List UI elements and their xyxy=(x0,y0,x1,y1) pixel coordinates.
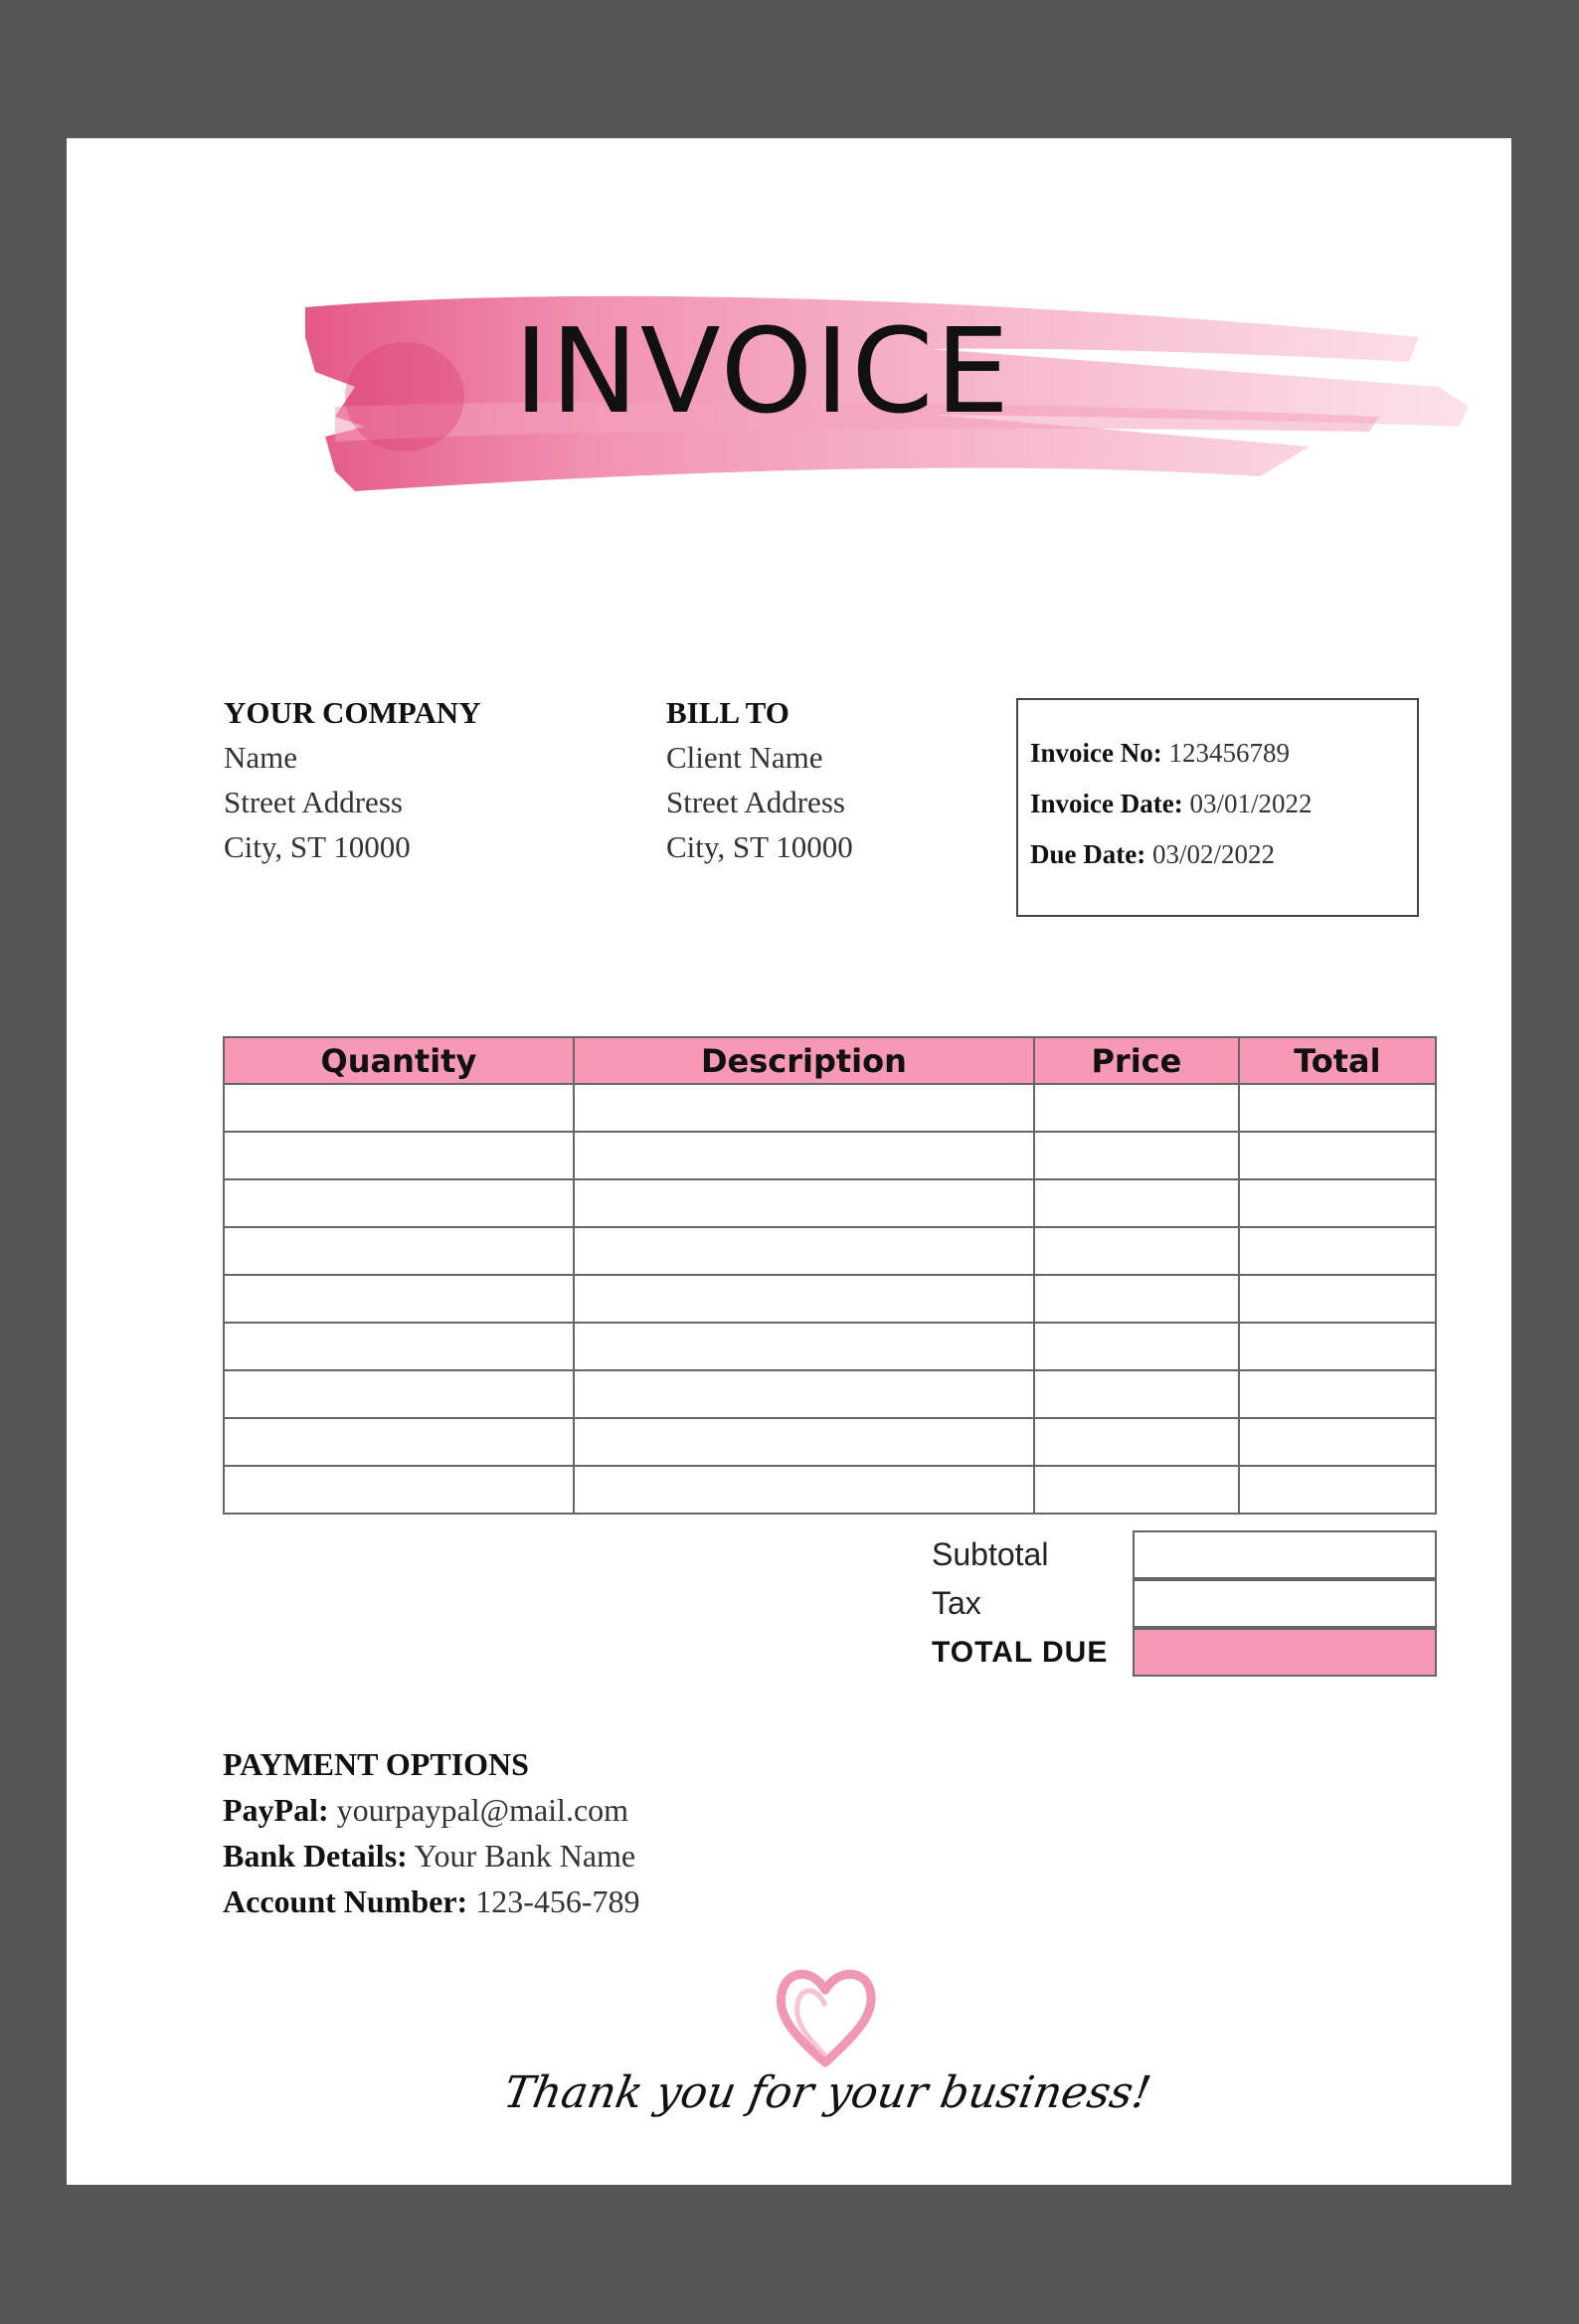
price-cell[interactable] xyxy=(1034,1418,1239,1466)
invoice-date xyxy=(1030,779,1405,829)
account-label: Account Number: xyxy=(223,1883,468,1919)
total-due-row xyxy=(932,1628,1437,1677)
client-name: Client Name xyxy=(666,740,823,775)
price-cell[interactable] xyxy=(1034,1227,1239,1275)
description-cell[interactable] xyxy=(574,1323,1034,1370)
table-header-row xyxy=(224,1037,1436,1084)
due-date-label: Due Date: xyxy=(1030,839,1146,869)
quantity-cell[interactable] xyxy=(224,1323,574,1370)
description-cell[interactable] xyxy=(574,1132,1034,1179)
company-name: Name xyxy=(224,740,298,775)
totals-block xyxy=(932,1530,1437,1677)
quantity-cell[interactable] xyxy=(224,1132,574,1179)
thank-you-message: Thank you for your business! xyxy=(499,2067,1155,2118)
total-cell[interactable] xyxy=(1239,1132,1436,1179)
table-row xyxy=(224,1084,1436,1132)
total-cell[interactable] xyxy=(1239,1227,1436,1275)
total-cell[interactable] xyxy=(1239,1418,1436,1466)
description-cell[interactable] xyxy=(574,1179,1034,1227)
description-cell[interactable] xyxy=(574,1084,1034,1132)
subtotal-row xyxy=(932,1530,1437,1579)
table-row xyxy=(224,1179,1436,1227)
table-body xyxy=(224,1084,1436,1514)
total-cell[interactable] xyxy=(1239,1179,1436,1227)
quantity-cell[interactable] xyxy=(224,1370,574,1418)
invoice-info-box xyxy=(1016,698,1419,917)
total-cell[interactable] xyxy=(1239,1084,1436,1132)
bank-value: Your Bank Name xyxy=(414,1838,636,1874)
invoice-title: INVOICE xyxy=(513,302,1012,440)
payment-heading: PAYMENT OPTIONS xyxy=(223,1746,529,1782)
client-street: Street Address xyxy=(666,785,845,819)
payment-options-block xyxy=(223,1741,640,1924)
column-description: Description xyxy=(574,1037,1034,1084)
price-cell[interactable] xyxy=(1034,1370,1239,1418)
invoice-date-label: Invoice Date: xyxy=(1030,789,1183,818)
column-quantity: Quantity xyxy=(224,1037,574,1084)
description-cell[interactable] xyxy=(574,1466,1034,1514)
bank-label: Bank Details: xyxy=(223,1838,408,1874)
price-cell[interactable] xyxy=(1034,1179,1239,1227)
tax-row xyxy=(932,1579,1437,1628)
bill-to-block xyxy=(666,690,853,869)
description-cell[interactable] xyxy=(574,1370,1034,1418)
table-row xyxy=(224,1370,1436,1418)
table-row xyxy=(224,1418,1436,1466)
paypal-line xyxy=(223,1787,640,1833)
total-due-value-cell[interactable] xyxy=(1133,1628,1437,1677)
table-row xyxy=(224,1227,1436,1275)
table-row xyxy=(224,1323,1436,1370)
due-date xyxy=(1030,829,1405,880)
company-heading: YOUR COMPANY xyxy=(224,695,481,730)
total-due-label: TOTAL DUE xyxy=(932,1636,1109,1669)
total-cell[interactable] xyxy=(1239,1323,1436,1370)
price-cell[interactable] xyxy=(1034,1466,1239,1514)
price-cell[interactable] xyxy=(1034,1275,1239,1323)
column-total: Total xyxy=(1239,1037,1436,1084)
bill-to-heading: BILL TO xyxy=(666,695,790,730)
quantity-cell[interactable] xyxy=(224,1466,574,1514)
invoice-date-value: 03/01/2022 xyxy=(1189,789,1313,818)
price-cell[interactable] xyxy=(1034,1323,1239,1370)
subtotal-label: Subtotal xyxy=(932,1536,1049,1572)
total-cell[interactable] xyxy=(1239,1370,1436,1418)
tax-label: Tax xyxy=(932,1585,981,1621)
paypal-value: yourpaypal@mail.com xyxy=(336,1792,629,1828)
company-city: City, ST 10000 xyxy=(224,829,411,864)
table-row xyxy=(224,1132,1436,1179)
account-line xyxy=(223,1878,640,1924)
quantity-cell[interactable] xyxy=(224,1275,574,1323)
column-price: Price xyxy=(1034,1037,1239,1084)
total-cell[interactable] xyxy=(1239,1466,1436,1514)
quantity-cell[interactable] xyxy=(224,1227,574,1275)
heart-icon xyxy=(771,1958,880,2077)
company-street: Street Address xyxy=(224,785,403,819)
account-value: 123-456-789 xyxy=(475,1883,640,1919)
quantity-cell[interactable] xyxy=(224,1418,574,1466)
bank-line xyxy=(223,1833,640,1878)
invoice-number xyxy=(1030,728,1405,779)
price-cell[interactable] xyxy=(1034,1132,1239,1179)
due-date-value: 03/02/2022 xyxy=(1151,839,1275,869)
price-cell[interactable] xyxy=(1034,1084,1239,1132)
table-row xyxy=(224,1466,1436,1514)
invoice-number-value: 123456789 xyxy=(1168,738,1290,768)
description-cell[interactable] xyxy=(574,1227,1034,1275)
tax-value-cell[interactable] xyxy=(1133,1579,1437,1628)
invoice-page xyxy=(67,138,1511,2185)
quantity-cell[interactable] xyxy=(224,1179,574,1227)
paypal-label: PayPal: xyxy=(223,1792,329,1828)
total-cell[interactable] xyxy=(1239,1275,1436,1323)
line-items-table xyxy=(223,1036,1437,1515)
table-row xyxy=(224,1275,1436,1323)
description-cell[interactable] xyxy=(574,1418,1034,1466)
description-cell[interactable] xyxy=(574,1275,1034,1323)
client-city: City, ST 10000 xyxy=(666,829,853,864)
invoice-number-label: Invoice No: xyxy=(1030,738,1162,768)
quantity-cell[interactable] xyxy=(224,1084,574,1132)
subtotal-value-cell[interactable] xyxy=(1133,1530,1437,1579)
company-block xyxy=(224,690,481,869)
